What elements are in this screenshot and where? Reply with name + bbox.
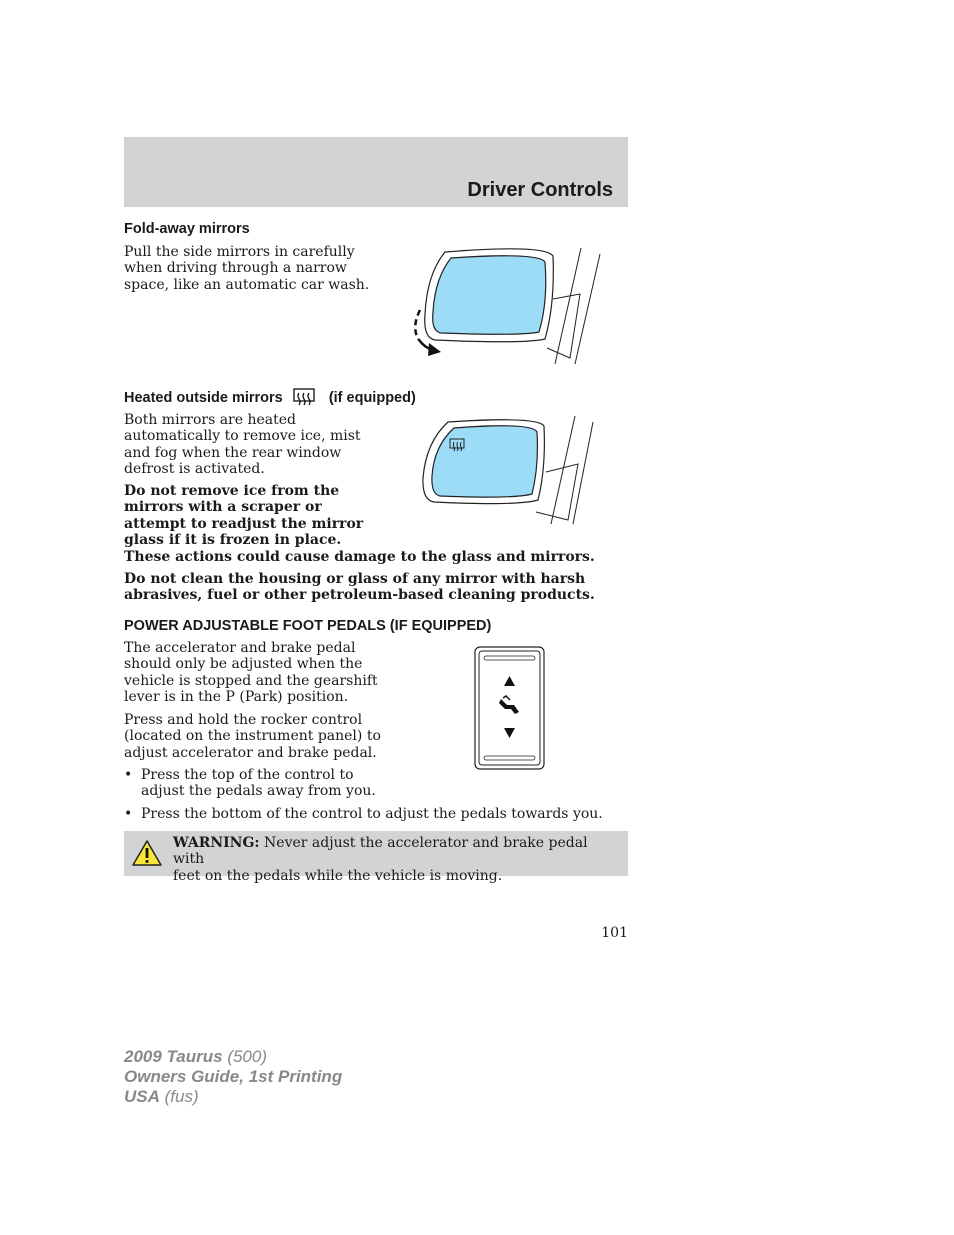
pedals-bullet-2: [124, 806, 603, 822]
heading-main: Heated outside mirrors: [124, 390, 283, 406]
pedals-paragraph-1: [124, 640, 378, 706]
warning-triangle-icon: [131, 839, 163, 867]
fold-away-text: [124, 244, 369, 293]
text-line: abrasives, fuel or other petroleum-based cleaning products.: [124, 587, 595, 604]
footer-market: USA: [124, 1087, 160, 1106]
warning-line-1: Never adjust the accelerator and brake pedal with: [173, 835, 588, 868]
bullet-dot: •: [124, 806, 133, 822]
text-line: and fog when the rear window: [124, 444, 342, 461]
text-line: These actions could cause damage to the glass and mirrors.: [124, 548, 595, 565]
text-line: automatically to remove ice, mist: [124, 428, 361, 445]
text-line: mirrors with a scraper or: [124, 499, 322, 516]
warning-text: [173, 835, 618, 884]
text-line: when driving through a narrow: [124, 260, 347, 277]
text-line: glass if it is frozen in place.: [124, 532, 342, 549]
text-line: Both mirrors are heated: [124, 412, 296, 428]
text-line: Pull the side mirrors in carefully: [124, 244, 355, 260]
warning-box: [124, 831, 628, 884]
pedals-bullet-1: [124, 767, 376, 800]
footer-guide: Owners Guide, 1st Printing: [124, 1067, 343, 1086]
document-footer: [124, 1047, 342, 1107]
text-line: adjust the pedals away from you.: [141, 783, 376, 800]
text-line: defrost is activated.: [124, 461, 265, 478]
page-number: 101: [601, 925, 628, 941]
footer-market-code: (fus): [159, 1087, 199, 1106]
heated-mirrors-heading: [124, 387, 416, 407]
text-line: Do not clean the housing or glass of any mirror with harsh: [124, 571, 586, 587]
section-title: Driver Controls: [467, 179, 613, 201]
fold-away-heading: Fold-away mirrors: [124, 221, 250, 237]
bullet-dot: •: [124, 767, 133, 783]
header-band: [124, 137, 628, 207]
pedals-paragraph-2: [124, 712, 381, 761]
text-line: should only be adjusted when the: [124, 656, 363, 673]
footer-model: 2009 Taurus: [124, 1047, 223, 1066]
fold-away-mirror-illustration: [405, 244, 610, 366]
heated-caution-2: [124, 571, 595, 604]
text-line: Do not remove ice from the: [124, 483, 340, 499]
text-line: attempt to readjust the mirror: [124, 515, 364, 532]
text-line: lever is in the P (Park) position.: [124, 689, 349, 706]
text-line: adjust accelerator and brake pedal.: [124, 744, 377, 761]
footer-model-code: (500): [222, 1047, 268, 1066]
warning-line-2: feet on the pedals while the vehicle is moving.: [173, 867, 503, 884]
heading-suffix: (if equipped): [328, 390, 416, 406]
rear-defrost-icon: [292, 387, 316, 407]
pedal-rocker-switch-icon: [474, 646, 545, 770]
text-line: Press and hold the rocker control: [124, 712, 363, 728]
text-line: space, like an automatic car wash.: [124, 276, 370, 293]
text-line: Press the top of the control to: [141, 767, 354, 783]
warning-label: WARNING:: [173, 835, 260, 851]
pedals-heading: POWER ADJUSTABLE FOOT PEDALS (IF EQUIPPED): [124, 618, 492, 634]
heated-mirror-illustration: [418, 412, 600, 530]
heated-mirrors-text: [124, 412, 361, 478]
text-line: vehicle is stopped and the gearshift: [124, 672, 378, 689]
text-line: The accelerator and brake pedal: [124, 640, 356, 656]
text-line: Press the bottom of the control to adjust the pedals towards you.: [141, 806, 603, 822]
text-line: (located on the instrument panel) to: [124, 728, 381, 745]
